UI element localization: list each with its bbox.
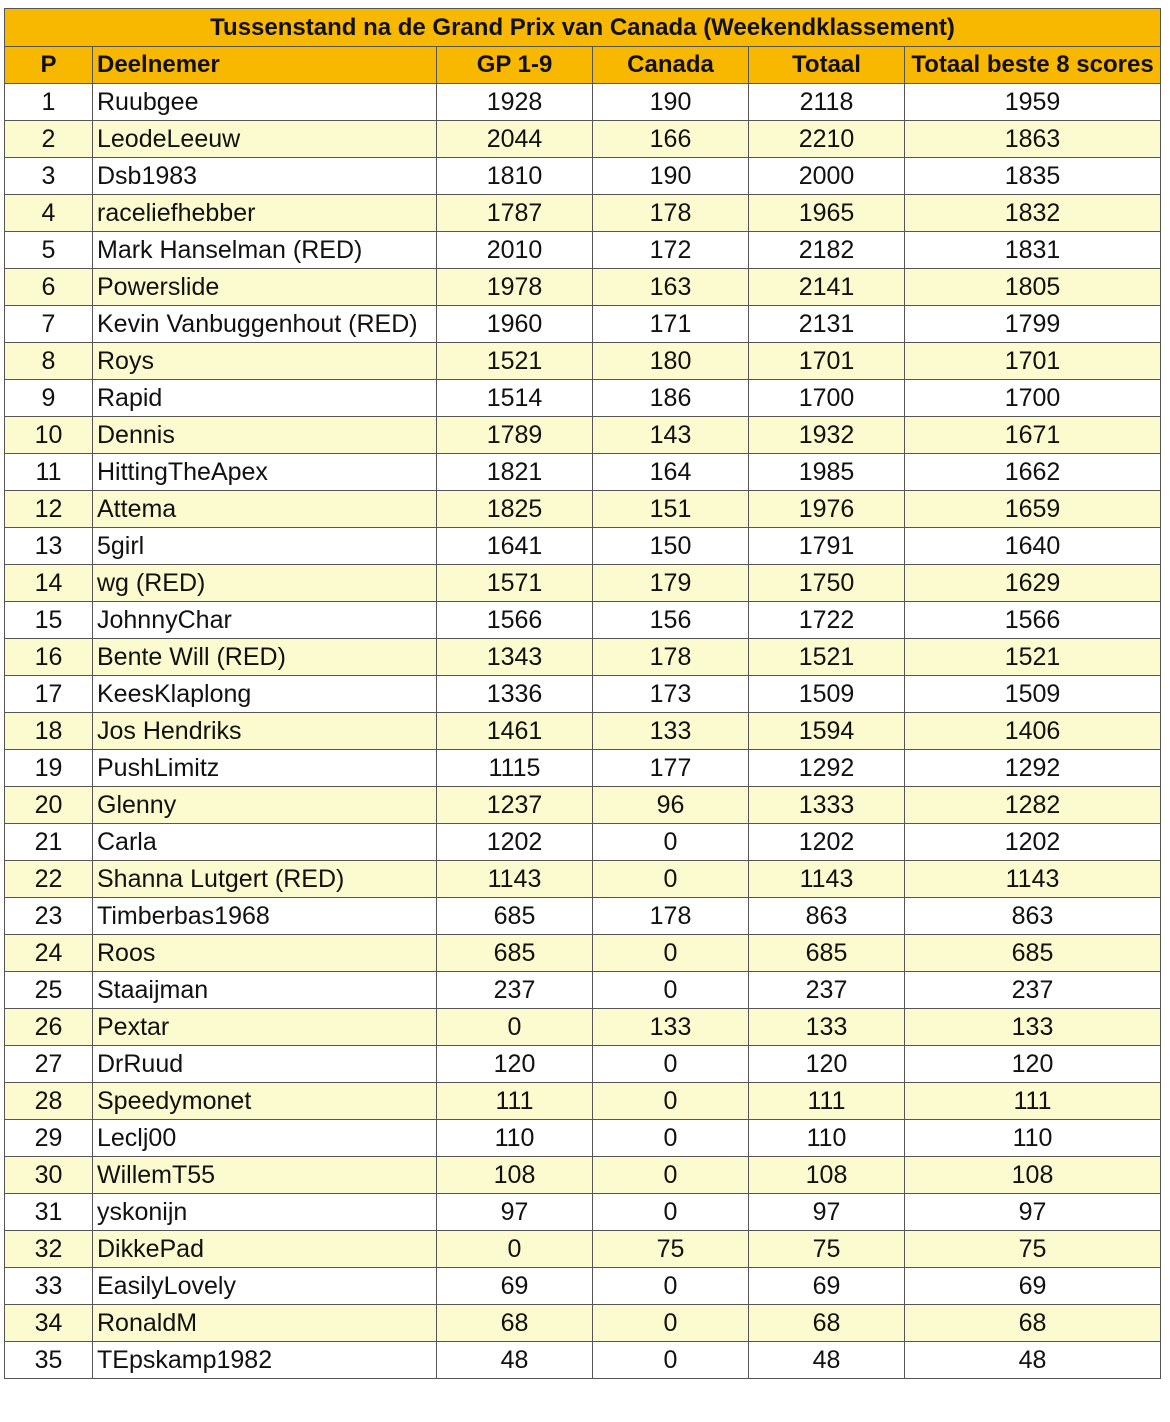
canada-cell: 190 [593,84,749,121]
table-row [5,565,1161,602]
participant-cell: Dennis [93,417,437,454]
gp-1-9-cell: 237 [437,972,593,1009]
participant-cell: Roos [93,935,437,972]
participant-cell: Leclj00 [93,1120,437,1157]
best-8-cell: 108 [905,1157,1161,1194]
col-header-canada: Canada [593,47,749,84]
table-row [5,861,1161,898]
gp-1-9-cell: 685 [437,935,593,972]
total-cell: 863 [749,898,905,935]
participant-cell: Kevin Vanbuggenhout (RED) [93,306,437,343]
table-row [5,158,1161,195]
position-cell: 15 [5,602,93,639]
total-cell: 1143 [749,861,905,898]
position-cell: 31 [5,1194,93,1231]
participant-cell: LeodeLeeuw [93,121,437,158]
canada-cell: 96 [593,787,749,824]
canada-cell: 0 [593,824,749,861]
participant-cell: Timberbas1968 [93,898,437,935]
canada-cell: 0 [593,1157,749,1194]
table-row [5,1231,1161,1268]
total-cell: 68 [749,1305,905,1342]
gp-1-9-cell: 2010 [437,232,593,269]
gp-1-9-cell: 1566 [437,602,593,639]
col-header-total: Totaal [749,47,905,84]
total-cell: 1932 [749,417,905,454]
participant-cell: Attema [93,491,437,528]
gp-1-9-cell: 1571 [437,565,593,602]
table-row [5,898,1161,935]
best-8-cell: 110 [905,1120,1161,1157]
gp-1-9-cell: 1514 [437,380,593,417]
participant-cell: RonaldM [93,1305,437,1342]
participant-cell: Jos Hendriks [93,713,437,750]
total-cell: 1985 [749,454,905,491]
best-8-cell: 1700 [905,380,1161,417]
participant-cell: KeesKlaplong [93,676,437,713]
best-8-cell: 120 [905,1046,1161,1083]
table-row [5,417,1161,454]
canada-cell: 0 [593,935,749,972]
canada-cell: 0 [593,1046,749,1083]
best-8-cell: 75 [905,1231,1161,1268]
canada-cell: 178 [593,898,749,935]
total-cell: 1791 [749,528,905,565]
position-cell: 26 [5,1009,93,1046]
canada-cell: 179 [593,565,749,602]
table-row [5,639,1161,676]
participant-cell: WillemT55 [93,1157,437,1194]
best-8-cell: 685 [905,935,1161,972]
gp-1-9-cell: 1789 [437,417,593,454]
canada-cell: 0 [593,972,749,1009]
position-cell: 9 [5,380,93,417]
participant-cell: 5girl [93,528,437,565]
gp-1-9-cell: 1928 [437,84,593,121]
canada-cell: 166 [593,121,749,158]
best-8-cell: 1701 [905,343,1161,380]
best-8-cell: 1805 [905,269,1161,306]
position-cell: 16 [5,639,93,676]
best-8-cell: 1659 [905,491,1161,528]
gp-1-9-cell: 1336 [437,676,593,713]
gp-1-9-cell: 1825 [437,491,593,528]
gp-1-9-cell: 108 [437,1157,593,1194]
table-row [5,1342,1161,1379]
participant-cell: Speedymonet [93,1083,437,1120]
table-row [5,1120,1161,1157]
participant-cell: DrRuud [93,1046,437,1083]
canada-cell: 178 [593,639,749,676]
canada-cell: 143 [593,417,749,454]
total-cell: 2182 [749,232,905,269]
best-8-cell: 1202 [905,824,1161,861]
total-cell: 1292 [749,750,905,787]
table-row [5,972,1161,1009]
best-8-cell: 1282 [905,787,1161,824]
best-8-cell: 1629 [905,565,1161,602]
best-8-cell: 1831 [905,232,1161,269]
canada-cell: 177 [593,750,749,787]
best-8-cell: 1671 [905,417,1161,454]
canada-cell: 0 [593,1342,749,1379]
participant-cell: Powerslide [93,269,437,306]
position-cell: 35 [5,1342,93,1379]
total-cell: 1202 [749,824,905,861]
gp-1-9-cell: 1461 [437,713,593,750]
canada-cell: 173 [593,676,749,713]
table-row [5,84,1161,121]
gp-1-9-cell: 1810 [437,158,593,195]
best-8-cell: 111 [905,1083,1161,1120]
gp-1-9-cell: 68 [437,1305,593,1342]
total-cell: 48 [749,1342,905,1379]
table-row [5,1268,1161,1305]
table-row [5,787,1161,824]
table-row [5,1083,1161,1120]
best-8-cell: 48 [905,1342,1161,1379]
participant-cell: Roys [93,343,437,380]
table-row [5,1305,1161,1342]
table-row [5,1009,1161,1046]
position-cell: 5 [5,232,93,269]
total-cell: 237 [749,972,905,1009]
table-row [5,935,1161,972]
participant-cell: Mark Hanselman (RED) [93,232,437,269]
canada-cell: 172 [593,232,749,269]
position-cell: 11 [5,454,93,491]
table-row [5,454,1161,491]
participant-cell: Shanna Lutgert (RED) [93,861,437,898]
canada-cell: 163 [593,269,749,306]
canada-cell: 171 [593,306,749,343]
canada-cell: 0 [593,861,749,898]
table-row [5,676,1161,713]
total-cell: 108 [749,1157,905,1194]
participant-cell: Bente Will (RED) [93,639,437,676]
gp-1-9-cell: 1821 [437,454,593,491]
participant-cell: Dsb1983 [93,158,437,195]
canada-cell: 133 [593,713,749,750]
table-row [5,121,1161,158]
gp-1-9-cell: 69 [437,1268,593,1305]
best-8-cell: 1832 [905,195,1161,232]
gp-1-9-cell: 1143 [437,861,593,898]
total-cell: 133 [749,1009,905,1046]
total-cell: 2131 [749,306,905,343]
best-8-cell: 1835 [905,158,1161,195]
canada-cell: 0 [593,1120,749,1157]
table-row [5,195,1161,232]
total-cell: 1722 [749,602,905,639]
best-8-cell: 69 [905,1268,1161,1305]
table-row [5,1194,1161,1231]
participant-cell: TEpskamp1982 [93,1342,437,1379]
table-row [5,232,1161,269]
best-8-cell: 1662 [905,454,1161,491]
total-cell: 110 [749,1120,905,1157]
position-cell: 18 [5,713,93,750]
best-8-cell: 1292 [905,750,1161,787]
canada-cell: 180 [593,343,749,380]
best-8-cell: 1566 [905,602,1161,639]
participant-cell: JohnnyChar [93,602,437,639]
table-row [5,269,1161,306]
position-cell: 19 [5,750,93,787]
gp-1-9-cell: 1521 [437,343,593,380]
gp-1-9-cell: 111 [437,1083,593,1120]
table-row [5,1046,1161,1083]
gp-1-9-cell: 97 [437,1194,593,1231]
table-body [5,84,1161,1379]
position-cell: 20 [5,787,93,824]
participant-cell: EasilyLovely [93,1268,437,1305]
canada-cell: 178 [593,195,749,232]
table-row [5,1157,1161,1194]
participant-cell: PushLimitz [93,750,437,787]
best-8-cell: 133 [905,1009,1161,1046]
position-cell: 24 [5,935,93,972]
participant-cell: Pextar [93,1009,437,1046]
participant-cell: raceliefhebber [93,195,437,232]
gp-1-9-cell: 1978 [437,269,593,306]
canada-cell: 75 [593,1231,749,1268]
canada-cell: 186 [593,380,749,417]
position-cell: 22 [5,861,93,898]
position-cell: 12 [5,491,93,528]
position-cell: 23 [5,898,93,935]
best-8-cell: 1521 [905,639,1161,676]
gp-1-9-cell: 1787 [437,195,593,232]
participant-cell: DikkePad [93,1231,437,1268]
table-row [5,713,1161,750]
canada-cell: 164 [593,454,749,491]
col-header-gp-1-9: GP 1-9 [437,47,593,84]
total-cell: 1976 [749,491,905,528]
position-cell: 30 [5,1157,93,1194]
total-cell: 1509 [749,676,905,713]
total-cell: 111 [749,1083,905,1120]
table-row [5,491,1161,528]
best-8-cell: 1959 [905,84,1161,121]
canada-cell: 0 [593,1194,749,1231]
gp-1-9-cell: 1960 [437,306,593,343]
position-cell: 28 [5,1083,93,1120]
total-cell: 1333 [749,787,905,824]
position-cell: 2 [5,121,93,158]
canada-cell: 150 [593,528,749,565]
total-cell: 1700 [749,380,905,417]
best-8-cell: 68 [905,1305,1161,1342]
canada-cell: 0 [593,1305,749,1342]
best-8-cell: 1799 [905,306,1161,343]
gp-1-9-cell: 0 [437,1009,593,1046]
col-header-best-8: Totaal beste 8 scores [905,47,1161,84]
canada-cell: 156 [593,602,749,639]
participant-cell: Glenny [93,787,437,824]
position-cell: 3 [5,158,93,195]
canada-cell: 133 [593,1009,749,1046]
gp-1-9-cell: 1641 [437,528,593,565]
total-cell: 69 [749,1268,905,1305]
participant-cell: yskonijn [93,1194,437,1231]
best-8-cell: 237 [905,972,1161,1009]
gp-1-9-cell: 1202 [437,824,593,861]
total-cell: 2210 [749,121,905,158]
best-8-cell: 97 [905,1194,1161,1231]
position-cell: 14 [5,565,93,602]
table-row [5,750,1161,787]
col-header-position: P [5,47,93,84]
table-title: Tussenstand na de Grand Prix van Canada (Weekendklassement) [5,9,1161,47]
total-cell: 75 [749,1231,905,1268]
position-cell: 32 [5,1231,93,1268]
position-cell: 13 [5,528,93,565]
gp-1-9-cell: 110 [437,1120,593,1157]
position-cell: 29 [5,1120,93,1157]
position-cell: 33 [5,1268,93,1305]
canada-cell: 151 [593,491,749,528]
position-cell: 25 [5,972,93,1009]
total-cell: 97 [749,1194,905,1231]
table-row [5,306,1161,343]
total-cell: 1594 [749,713,905,750]
participant-cell: Rapid [93,380,437,417]
total-cell: 1701 [749,343,905,380]
gp-1-9-cell: 1237 [437,787,593,824]
best-8-cell: 1863 [905,121,1161,158]
table-row [5,528,1161,565]
position-cell: 34 [5,1305,93,1342]
table-row [5,380,1161,417]
best-8-cell: 1509 [905,676,1161,713]
total-cell: 1965 [749,195,905,232]
position-cell: 6 [5,269,93,306]
total-cell: 2000 [749,158,905,195]
participant-cell: Ruubgee [93,84,437,121]
position-cell: 10 [5,417,93,454]
canada-cell: 0 [593,1083,749,1120]
standings-table [4,8,1161,1379]
canada-cell: 0 [593,1268,749,1305]
best-8-cell: 1406 [905,713,1161,750]
gp-1-9-cell: 48 [437,1342,593,1379]
total-cell: 1750 [749,565,905,602]
total-cell: 685 [749,935,905,972]
participant-cell: Staaijman [93,972,437,1009]
position-cell: 21 [5,824,93,861]
total-cell: 2141 [749,269,905,306]
gp-1-9-cell: 1343 [437,639,593,676]
participant-cell: Carla [93,824,437,861]
position-cell: 8 [5,343,93,380]
position-cell: 27 [5,1046,93,1083]
gp-1-9-cell: 685 [437,898,593,935]
col-header-participant: Deelnemer [93,47,437,84]
gp-1-9-cell: 2044 [437,121,593,158]
table-row [5,824,1161,861]
header-row [5,47,1161,84]
best-8-cell: 1143 [905,861,1161,898]
canada-cell: 190 [593,158,749,195]
position-cell: 4 [5,195,93,232]
best-8-cell: 1640 [905,528,1161,565]
position-cell: 17 [5,676,93,713]
table-row [5,343,1161,380]
table-row [5,602,1161,639]
participant-cell: wg (RED) [93,565,437,602]
position-cell: 7 [5,306,93,343]
best-8-cell: 863 [905,898,1161,935]
total-cell: 120 [749,1046,905,1083]
gp-1-9-cell: 120 [437,1046,593,1083]
gp-1-9-cell: 1115 [437,750,593,787]
position-cell: 1 [5,84,93,121]
total-cell: 2118 [749,84,905,121]
total-cell: 1521 [749,639,905,676]
gp-1-9-cell: 0 [437,1231,593,1268]
participant-cell: HittingTheApex [93,454,437,491]
